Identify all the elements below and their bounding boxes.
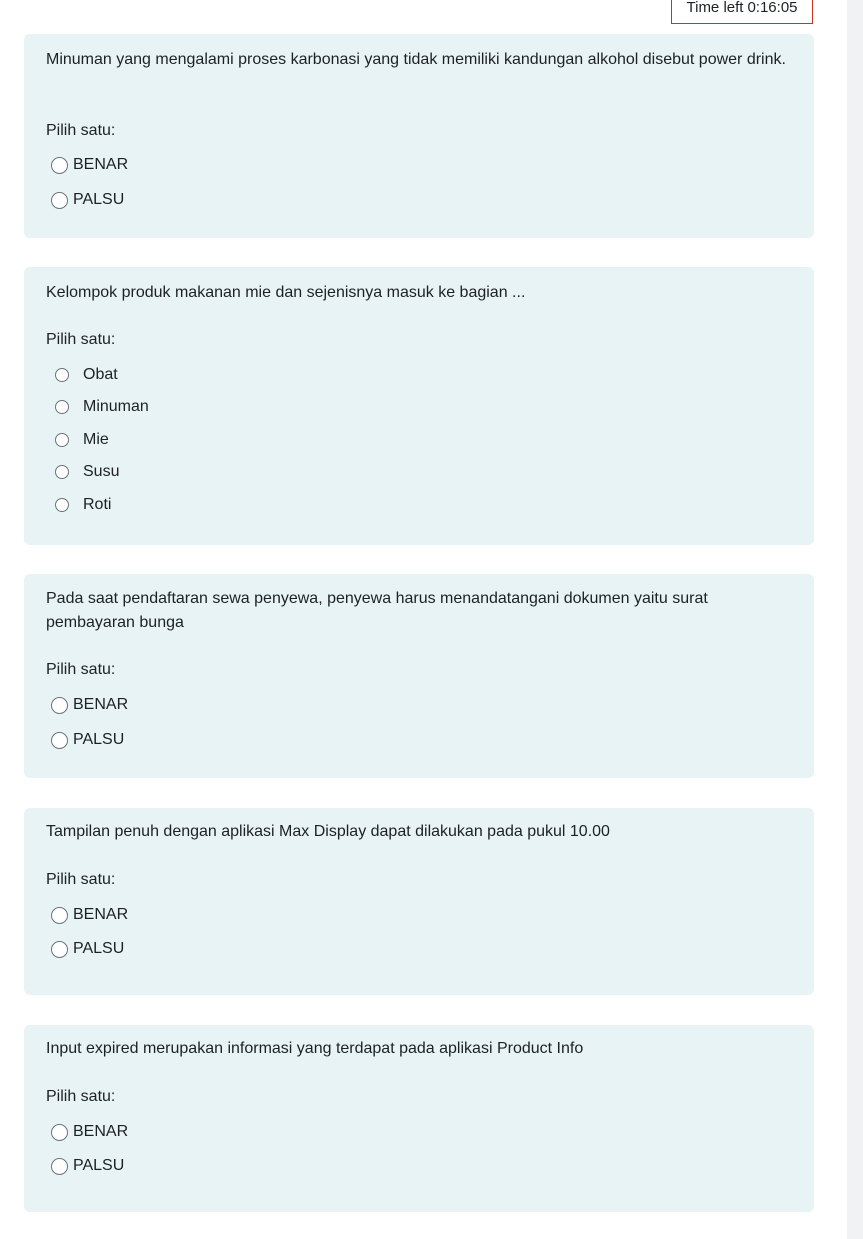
option-susu[interactable] xyxy=(55,462,119,482)
answer-prompt: Pilih satu: xyxy=(46,122,116,139)
answer-prompt: Pilih satu: xyxy=(46,331,116,348)
answer-prompt: Pilih satu: xyxy=(46,661,116,678)
question-text: Kelompok produk makanan mie dan sejenisnya masuk ke bagian ... xyxy=(46,284,526,301)
question-card-4 xyxy=(24,808,814,995)
radio-button[interactable] xyxy=(55,368,69,382)
question-card-3 xyxy=(24,574,814,778)
option-benar[interactable] xyxy=(51,905,128,925)
radio-button[interactable] xyxy=(51,157,68,174)
option-label: BENAR xyxy=(73,1123,129,1140)
timer-label: Time left xyxy=(686,0,744,16)
option-label: BENAR xyxy=(73,906,129,923)
option-minuman[interactable] xyxy=(55,397,149,417)
option-label: Obat xyxy=(83,366,118,383)
option-obat[interactable] xyxy=(55,365,118,385)
option-mie[interactable] xyxy=(55,430,109,450)
option-label: Roti xyxy=(83,496,112,513)
option-label: BENAR xyxy=(73,696,129,713)
question-text: Pada saat pendaftaran sewa penyewa, penyewa harus menandatangani dokumen yaitu surat pembayaran bunga xyxy=(46,590,708,631)
quiz-timer xyxy=(671,0,813,24)
option-label: Susu xyxy=(83,463,120,480)
option-palsu[interactable] xyxy=(51,190,124,210)
option-label: Mie xyxy=(83,431,109,448)
answer-prompt: Pilih satu: xyxy=(46,1088,116,1105)
timer-value: 0:16:05 xyxy=(747,0,798,16)
option-palsu[interactable] xyxy=(51,1156,124,1176)
radio-button[interactable] xyxy=(55,498,69,512)
option-label: Minuman xyxy=(83,398,149,415)
question-text: Minuman yang mengalami proses karbonasi yang tidak memiliki kandungan alkohol disebut power drink. xyxy=(46,51,786,68)
question-text: Input expired merupakan informasi yang terdapat pada aplikasi Product Info xyxy=(46,1040,584,1057)
scrollbar-track[interactable] xyxy=(847,0,863,1239)
radio-button[interactable] xyxy=(51,1158,68,1175)
answer-prompt: Pilih satu: xyxy=(46,871,116,888)
radio-button[interactable] xyxy=(55,433,69,447)
option-label: PALSU xyxy=(73,940,125,957)
radio-button[interactable] xyxy=(51,1124,68,1141)
option-benar[interactable] xyxy=(51,1122,128,1142)
radio-button[interactable] xyxy=(51,192,68,209)
option-label: PALSU xyxy=(73,191,125,208)
question-card-2 xyxy=(24,267,814,545)
radio-button[interactable] xyxy=(51,697,68,714)
question-card-1 xyxy=(24,34,814,238)
question-text: Tampilan penuh dengan aplikasi Max Display dapat dilakukan pada pukul 10.00 xyxy=(46,823,610,840)
option-palsu[interactable] xyxy=(51,939,124,959)
option-benar[interactable] xyxy=(51,155,128,175)
option-label: PALSU xyxy=(73,1157,125,1174)
radio-button[interactable] xyxy=(51,941,68,958)
option-benar[interactable] xyxy=(51,695,128,715)
option-label: PALSU xyxy=(73,731,125,748)
option-palsu[interactable] xyxy=(51,730,124,750)
radio-button[interactable] xyxy=(55,400,69,414)
option-label: BENAR xyxy=(73,156,129,173)
radio-button[interactable] xyxy=(51,907,68,924)
radio-button[interactable] xyxy=(55,465,69,479)
option-roti[interactable] xyxy=(55,495,111,515)
radio-button[interactable] xyxy=(51,732,68,749)
question-card-5 xyxy=(24,1025,814,1212)
